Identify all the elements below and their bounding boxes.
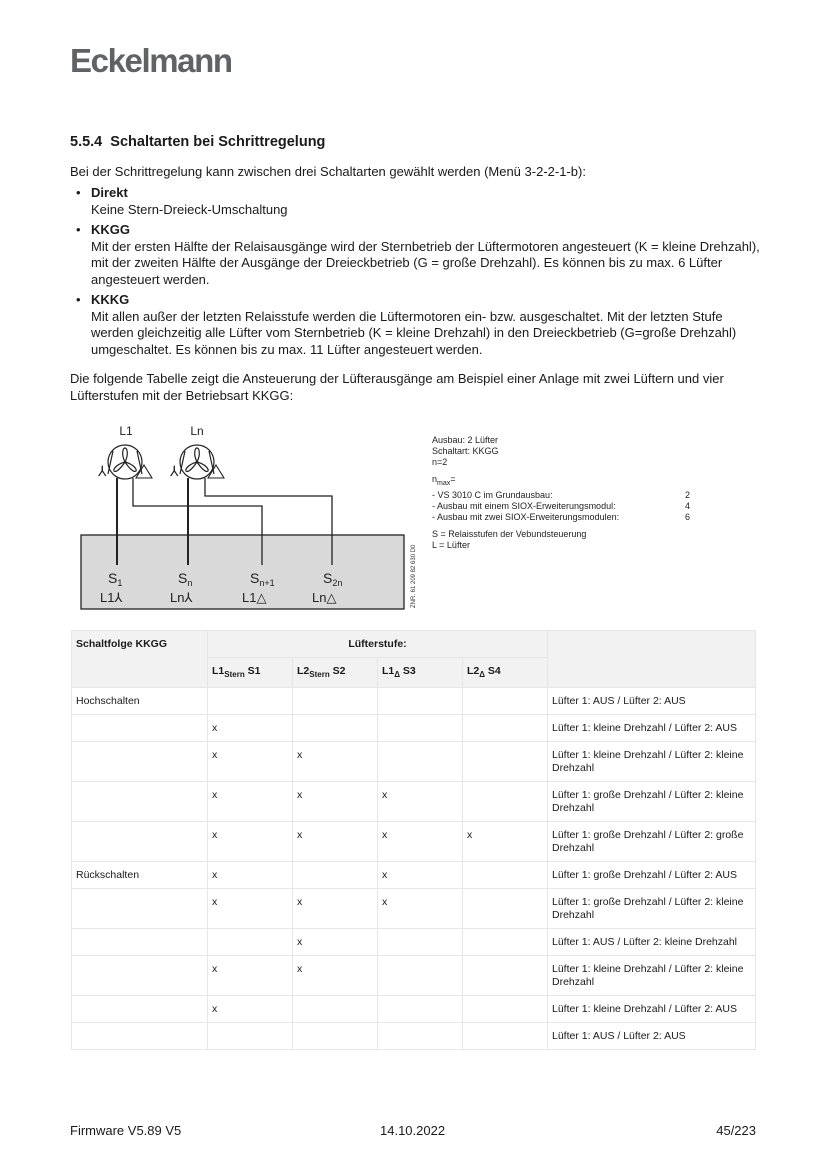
table-row: x Lüfter 1: kleine Drehzahl / Lüfter 2: AUS [72, 996, 756, 1023]
list-item-title: KKGG [91, 222, 130, 237]
list-item-title: KKKG [91, 292, 130, 307]
list-item-text: Mit der ersten Hälfte der Relaisausgänge wird der Sternbetrieb der Lüftermotoren angesteuert (K = kleine Drehzahl), mit der zweiten Hälfte der Ausgänge der Dreieckbetrieb (G = große Drehzahl). Es können bis zu max. 6 Lüfter angesteuert werden. [91, 238, 760, 287]
fan-label-ln: Ln [190, 424, 204, 438]
header-s2: $L2_{Stern}$ S2 [293, 658, 378, 688]
output-s2n: $S_{2n}$ [323, 570, 343, 588]
output-sn: $S_n$ [178, 570, 193, 588]
header-schaltfolge: Schaltfolge KKGG [72, 631, 208, 688]
legend-nmax: $n_{max}=$ [432, 474, 456, 488]
fan-icon [180, 445, 214, 479]
footer-firmware: Firmware V5.89 V5 [70, 1123, 182, 1138]
output-sn1: $S_{n+1}$ [250, 570, 275, 588]
header-result [548, 631, 756, 688]
bullet-icon: • [76, 185, 81, 200]
switch-type-list [70, 185, 760, 362]
list-item-kkgg [70, 222, 760, 288]
table-row: x x x Lüfter 1: große Drehzahl / Lüfter 2: kleine Drehzahl [72, 782, 756, 822]
table-row: Rückschalten x x Lüfter 1: große Drehzahl / Lüfter 2: AUS [72, 862, 756, 889]
fan-wiring-diagram [70, 418, 430, 618]
intro-paragraph: Bei der Schrittregelung kann zwischen drei Schaltarten gewählt werden (Menü 3-2-2-1-b): [70, 164, 586, 179]
bullet-icon: • [76, 292, 81, 307]
table-row: Lüfter 1: AUS / Lüfter 2: AUS [72, 1023, 756, 1050]
output-label-l1-star: L1⅄ [100, 590, 123, 606]
header-s3: $L1_\Delta$ S3 [378, 658, 463, 688]
diagram-legend [432, 435, 712, 551]
header-s1: $L1_{Stern}$ S1 [208, 658, 293, 688]
legend-line: Ausbau: 2 Lüfter [432, 435, 499, 445]
list-item-text: Mit allen außer der letzten Relaisstufe werden die Lüftermotoren ein- bzw. ausgeschaltet. Mit der letzten Stufe werden gleichzeitig alle Lüfter vom Sternbetrieb (K = kleine Drehzahl) in den Dreieckbetrieb (G=große Drehzahl) umgeschaltet. Es können bis zu max. 11 Lüfter angesteuert werden. [91, 308, 737, 357]
footer-date: 14.10.2022 [380, 1123, 446, 1138]
output-label-l1-delta: L1△ [242, 590, 267, 606]
bullet-icon: • [76, 222, 81, 237]
list-item-direkt [70, 185, 760, 218]
star-symbol-icon: ⅄ [98, 464, 107, 480]
footer-page-number: 45/223 [716, 1123, 756, 1138]
legend-line: Schaltart: KKGG [432, 445, 499, 456]
legend-s-definition: S = Relaisstufen der Vebundsteuerung [432, 529, 587, 540]
table-row: Hochschalten Lüfter 1: AUS / Lüfter 2: AUS [72, 688, 756, 715]
company-logo: Eckelmann [70, 42, 232, 79]
star-symbol-icon: ⅄ [170, 464, 179, 480]
section-heading [70, 134, 325, 150]
table-row: x x x x Lüfter 1: große Drehzahl / Lüfter 2: große Drehzahl [72, 822, 756, 862]
output-label-ln-delta: Ln△ [312, 590, 337, 606]
table-row: x Lüfter 1: kleine Drehzahl / Lüfter 2: AUS [72, 715, 756, 742]
legend-row: - VS 3010 C im Grundausbau: 2 [432, 489, 690, 500]
table-row: x Lüfter 1: AUS / Lüfter 2: kleine Drehzahl [72, 929, 756, 956]
header-luefterstufe: Lüfterstufe: [208, 631, 548, 658]
table-row: x x Lüfter 1: kleine Drehzahl / Lüfter 2: kleine Drehzahl [72, 742, 756, 782]
table-row: x x x Lüfter 1: große Drehzahl / Lüfter 2: kleine Drehzahl [72, 889, 756, 929]
fan-label-l1: L1 [119, 424, 133, 438]
output-s1: $S_1$ [108, 570, 123, 588]
output-label-ln-star: Ln⅄ [170, 590, 193, 606]
list-item-kkkg [70, 292, 760, 358]
fan-icon [108, 445, 142, 479]
legend-row: - Ausbau mit einem SIOX-Erweiterungsmodul: 4 [432, 500, 690, 511]
drawing-number: ZNR. 61 209 82 630 D0 [411, 544, 417, 608]
table-intro-paragraph: Die folgende Tabelle zeigt die Ansteuerung der Lüfterausgänge am Beispiel einer Anlage mit zwei Lüftern und vier Lüfterstufen mit der Betriebsart KKGG: [70, 371, 724, 403]
list-item-title: Direkt [91, 185, 128, 200]
list-item-text: Keine Stern-Dreieck-Umschaltung [91, 201, 288, 217]
header-s4: $L2_\Delta$ S4 [463, 658, 548, 688]
legend-line: n=2 [432, 456, 448, 467]
legend-row: - Ausbau mit zwei SIOX-Erweiterungsmodulen: 6 [432, 511, 690, 522]
section-title: Schaltarten bei Schrittregelung [110, 134, 326, 150]
legend-l-definition: L = Lüfter [432, 540, 470, 551]
section-number: 5.5.4 [70, 134, 103, 150]
table-row: x x Lüfter 1: kleine Drehzahl / Lüfter 2: kleine Drehzahl [72, 956, 756, 996]
switching-sequence-table [71, 630, 756, 1050]
